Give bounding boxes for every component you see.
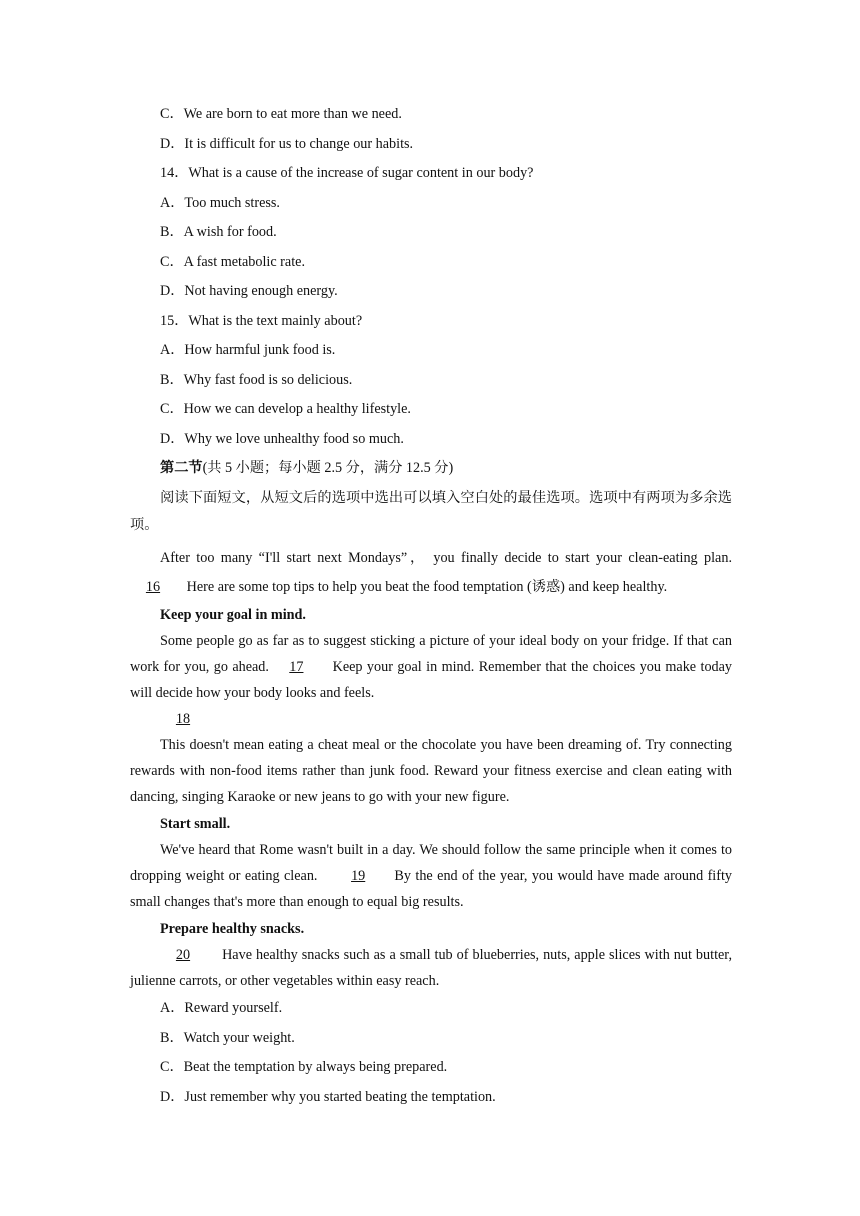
section-heading-title: 第二节	[160, 460, 203, 476]
q14-option-d: D．Not having enough energy.	[160, 283, 338, 299]
paragraph-2-text-b: Keep your goal in mind. Remember that the choices you make today will decide how your body looks and feels.	[130, 659, 733, 701]
q15-option-a: A．How harmful junk food is.	[160, 342, 336, 358]
blank-16[interactable]: 16	[145, 579, 161, 595]
passage-paragraph-2	[130, 628, 732, 706]
subheading-snacks: Prepare healthy snacks.	[160, 921, 305, 937]
section-instruction	[130, 485, 732, 539]
paragraph-2-text-a: Some people go as far as to suggest sticking a picture of your ideal body on your fridge. If that can work for you, go ahead.	[130, 633, 732, 675]
passage-paragraph-4	[130, 837, 732, 915]
q15-option-c: C．How we can develop a healthy lifestyle.	[160, 401, 411, 417]
paragraph-4-text-b: By the end of the year, you would have made around fifty small changes that's more than enough to equal big results.	[130, 868, 733, 910]
blank-20[interactable]: 20	[175, 947, 191, 963]
section-heading	[160, 458, 453, 478]
q13-option-d: D．It is difficult for us to change our habits.	[160, 136, 414, 152]
q14-option-c: C．A fast metabolic rate.	[160, 254, 305, 270]
paragraph-3-text: This doesn't mean eating a cheat meal or the chocolate you have been dreaming of. Try connecting rewards with non-food items rather than junk food. Reward your fitness exercise and clean eating with dancing, singing Karaoke or new jeans to go with your new figure.	[130, 737, 732, 805]
q15-stem: 15．What is the text mainly about?	[160, 313, 363, 329]
passage-paragraph-3	[130, 732, 732, 810]
q14-option-a: A．Too much stress.	[160, 195, 280, 211]
answer-option-c: C．Beat the temptation by always being prepared.	[160, 1059, 448, 1075]
blank-19[interactable]: 19	[351, 868, 366, 884]
subheading-goal: Keep your goal in mind.	[160, 607, 306, 623]
q15-option-d: D．Why we love unhealthy food so much.	[160, 431, 404, 447]
blank-18-line	[160, 709, 206, 729]
paragraph-5-text: Have healthy snacks such as a small tub of blueberries, nuts, apple slices with nut butter, julienne carrots, or other vegetables within easy reach.	[130, 947, 733, 989]
section-heading-points: (共 5 小题；每小题 2.5 分，满分 12.5 分)	[202, 460, 454, 476]
passage-paragraph-1	[130, 544, 732, 602]
q14-option-b: B．A wish for food.	[160, 224, 277, 240]
q15-option-b: B．Why fast food is so delicious.	[160, 372, 353, 388]
answer-option-b: B．Watch your weight.	[160, 1030, 295, 1046]
section-instruction-text: 阅读下面短文，从短文后的选项中选出可以填入空白处的最佳选项。选项中有两项为多余选项。	[130, 490, 732, 533]
q14-stem: 14．What is a cause of the increase of sugar content in our body?	[160, 165, 534, 181]
answer-option-a: A．Reward yourself.	[160, 1000, 283, 1016]
paragraph-1-text-a: After too many “I'll start next Mondays”， you finally decide to start your clean-eating plan.	[160, 550, 732, 566]
blank-18[interactable]: 18	[175, 711, 191, 727]
answer-option-d: D．Just remember why you started beating the temptation.	[160, 1089, 496, 1105]
q13-option-c: C．We are born to eat more than we need.	[160, 106, 402, 122]
paragraph-1-text-b: Here are some top tips to help you beat the food temptation (诱惑) and keep healthy.	[186, 579, 668, 595]
subheading-start-small: Start small.	[160, 816, 231, 832]
paragraph-4-text-a: We've heard that Rome wasn't built in a day. We should follow the same principle when it comes to dropping weight or eating clean.	[130, 842, 732, 884]
passage-paragraph-5	[130, 942, 732, 994]
blank-17[interactable]: 17	[289, 659, 304, 675]
